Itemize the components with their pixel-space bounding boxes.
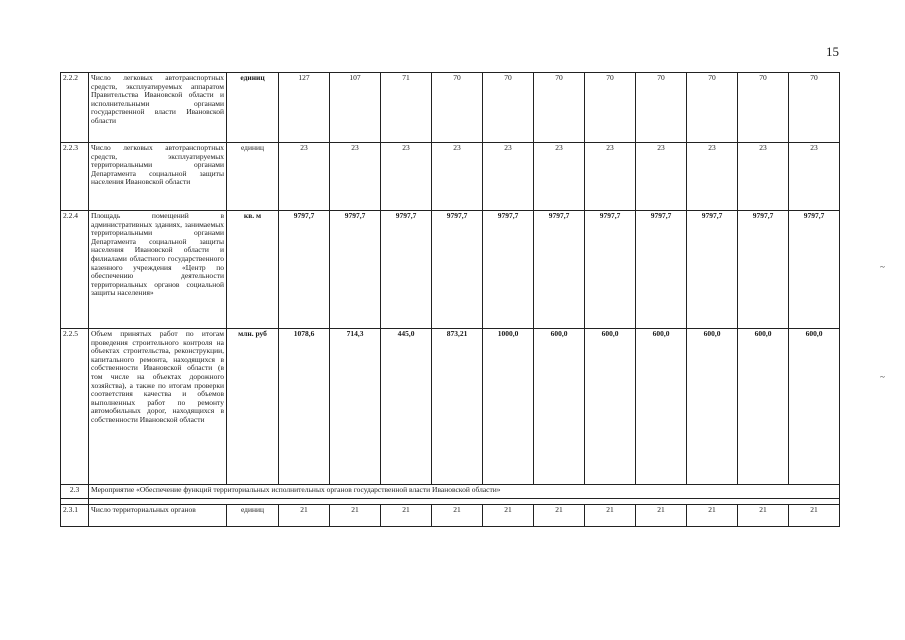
- row-code: 2.2.2: [61, 73, 89, 143]
- row-value: 21: [585, 505, 636, 527]
- row-value: 714,3: [330, 329, 381, 485]
- row-value: 9797,7: [534, 211, 585, 329]
- row-value: 21: [432, 505, 483, 527]
- row-value: 1078,6: [279, 329, 330, 485]
- row-code: 2.2.5: [61, 329, 89, 485]
- row-value: 600,0: [687, 329, 738, 485]
- row-value: 21: [534, 505, 585, 527]
- row-value: 23: [687, 143, 738, 211]
- table-row: [61, 73, 840, 143]
- row-value: 600,0: [636, 329, 687, 485]
- row-description: Число легковых автотранспортных средств, эксплуатируемых территориальными органами Департамента социальной защиты населения Ивановской области: [89, 143, 227, 211]
- row-value: 600,0: [534, 329, 585, 485]
- row-unit: единиц: [227, 73, 279, 143]
- row-description: Площадь помещений в административных зданиях, занимаемых территориальными органами Департамента социальной защиты населения Ивановской области и филиалами областного государственного казенного учреждения «Центр по обеспечению деятельности территориальных органов социальной защиты населения»: [89, 211, 227, 329]
- page-number: 15: [826, 44, 839, 59]
- row-unit: единиц: [227, 505, 279, 527]
- section-title: Мероприятие «Обеспечение функций территориальных исполнительных органов государственной власти Ивановской области»: [89, 485, 840, 499]
- row-description: Число территориальных органов: [89, 505, 227, 527]
- row-value: 70: [585, 73, 636, 143]
- row-value: 23: [432, 143, 483, 211]
- row-code: 2.3.1: [61, 505, 89, 527]
- row-code: 2.2.3: [61, 143, 89, 211]
- row-value: 70: [432, 73, 483, 143]
- row-value: 21: [687, 505, 738, 527]
- row-unit: кв. м: [227, 211, 279, 329]
- row-value: 127: [279, 73, 330, 143]
- row-value: 21: [483, 505, 534, 527]
- row-value: 70: [534, 73, 585, 143]
- row-value: 600,0: [789, 329, 840, 485]
- row-value: 9797,7: [687, 211, 738, 329]
- row-description: Число легковых автотранспортных средств, эксплуатируемых аппаратом Правительства Ивановской области и исполнительными органами государственной власти Ивановской области: [89, 73, 227, 143]
- row-value: 9797,7: [789, 211, 840, 329]
- section-code: 2.3: [61, 485, 89, 499]
- row-value: 9797,7: [432, 211, 483, 329]
- table-row: [61, 211, 840, 329]
- row-value: 9797,7: [330, 211, 381, 329]
- row-value: 9797,7: [738, 211, 789, 329]
- row-value: 9797,7: [483, 211, 534, 329]
- table-row: [61, 329, 840, 485]
- row-value: 71: [381, 73, 432, 143]
- row-value: 70: [687, 73, 738, 143]
- row-value: 600,0: [738, 329, 789, 485]
- row-value: 600,0: [585, 329, 636, 485]
- scan-mark: ~: [880, 372, 885, 382]
- row-value: 445,0: [381, 329, 432, 485]
- row-value: 23: [738, 143, 789, 211]
- row-value: 23: [534, 143, 585, 211]
- row-value: 23: [636, 143, 687, 211]
- row-value: 23: [789, 143, 840, 211]
- row-value: 9797,7: [279, 211, 330, 329]
- indicators-table: [60, 72, 840, 527]
- row-value: 23: [330, 143, 381, 211]
- row-value: 21: [636, 505, 687, 527]
- row-code: 2.2.4: [61, 211, 89, 329]
- row-value: 873,21: [432, 329, 483, 485]
- table-row: [61, 143, 840, 211]
- row-value: 9797,7: [381, 211, 432, 329]
- row-value: 23: [279, 143, 330, 211]
- row-value: 21: [330, 505, 381, 527]
- row-value: 21: [381, 505, 432, 527]
- row-value: 23: [483, 143, 534, 211]
- row-value: 9797,7: [585, 211, 636, 329]
- row-value: 21: [279, 505, 330, 527]
- section-row: [61, 485, 840, 499]
- row-unit: единиц: [227, 143, 279, 211]
- row-unit: млн. руб: [227, 329, 279, 485]
- row-value: 23: [585, 143, 636, 211]
- row-value: 70: [789, 73, 840, 143]
- row-value: 9797,7: [636, 211, 687, 329]
- row-value: 23: [381, 143, 432, 211]
- row-value: 70: [483, 73, 534, 143]
- row-value: 21: [738, 505, 789, 527]
- scan-mark: ~: [880, 262, 885, 272]
- table-row: [61, 505, 840, 527]
- row-value: 70: [738, 73, 789, 143]
- row-value: 1000,0: [483, 329, 534, 485]
- row-value: 70: [636, 73, 687, 143]
- row-value: 107: [330, 73, 381, 143]
- row-description: Объем принятых работ по итогам проведения строительного контроля на объектах строительства, реконструкции, капитального ремонта, находящихся в собственности Ивановской области (в том числе на объектах дорожного хозяйства), а также по итогам проверки соответствия качества и объемов выполненных работ по ремонту автомобильных дорог, находящихся в собственности Ивановской области: [89, 329, 227, 485]
- row-value: 21: [789, 505, 840, 527]
